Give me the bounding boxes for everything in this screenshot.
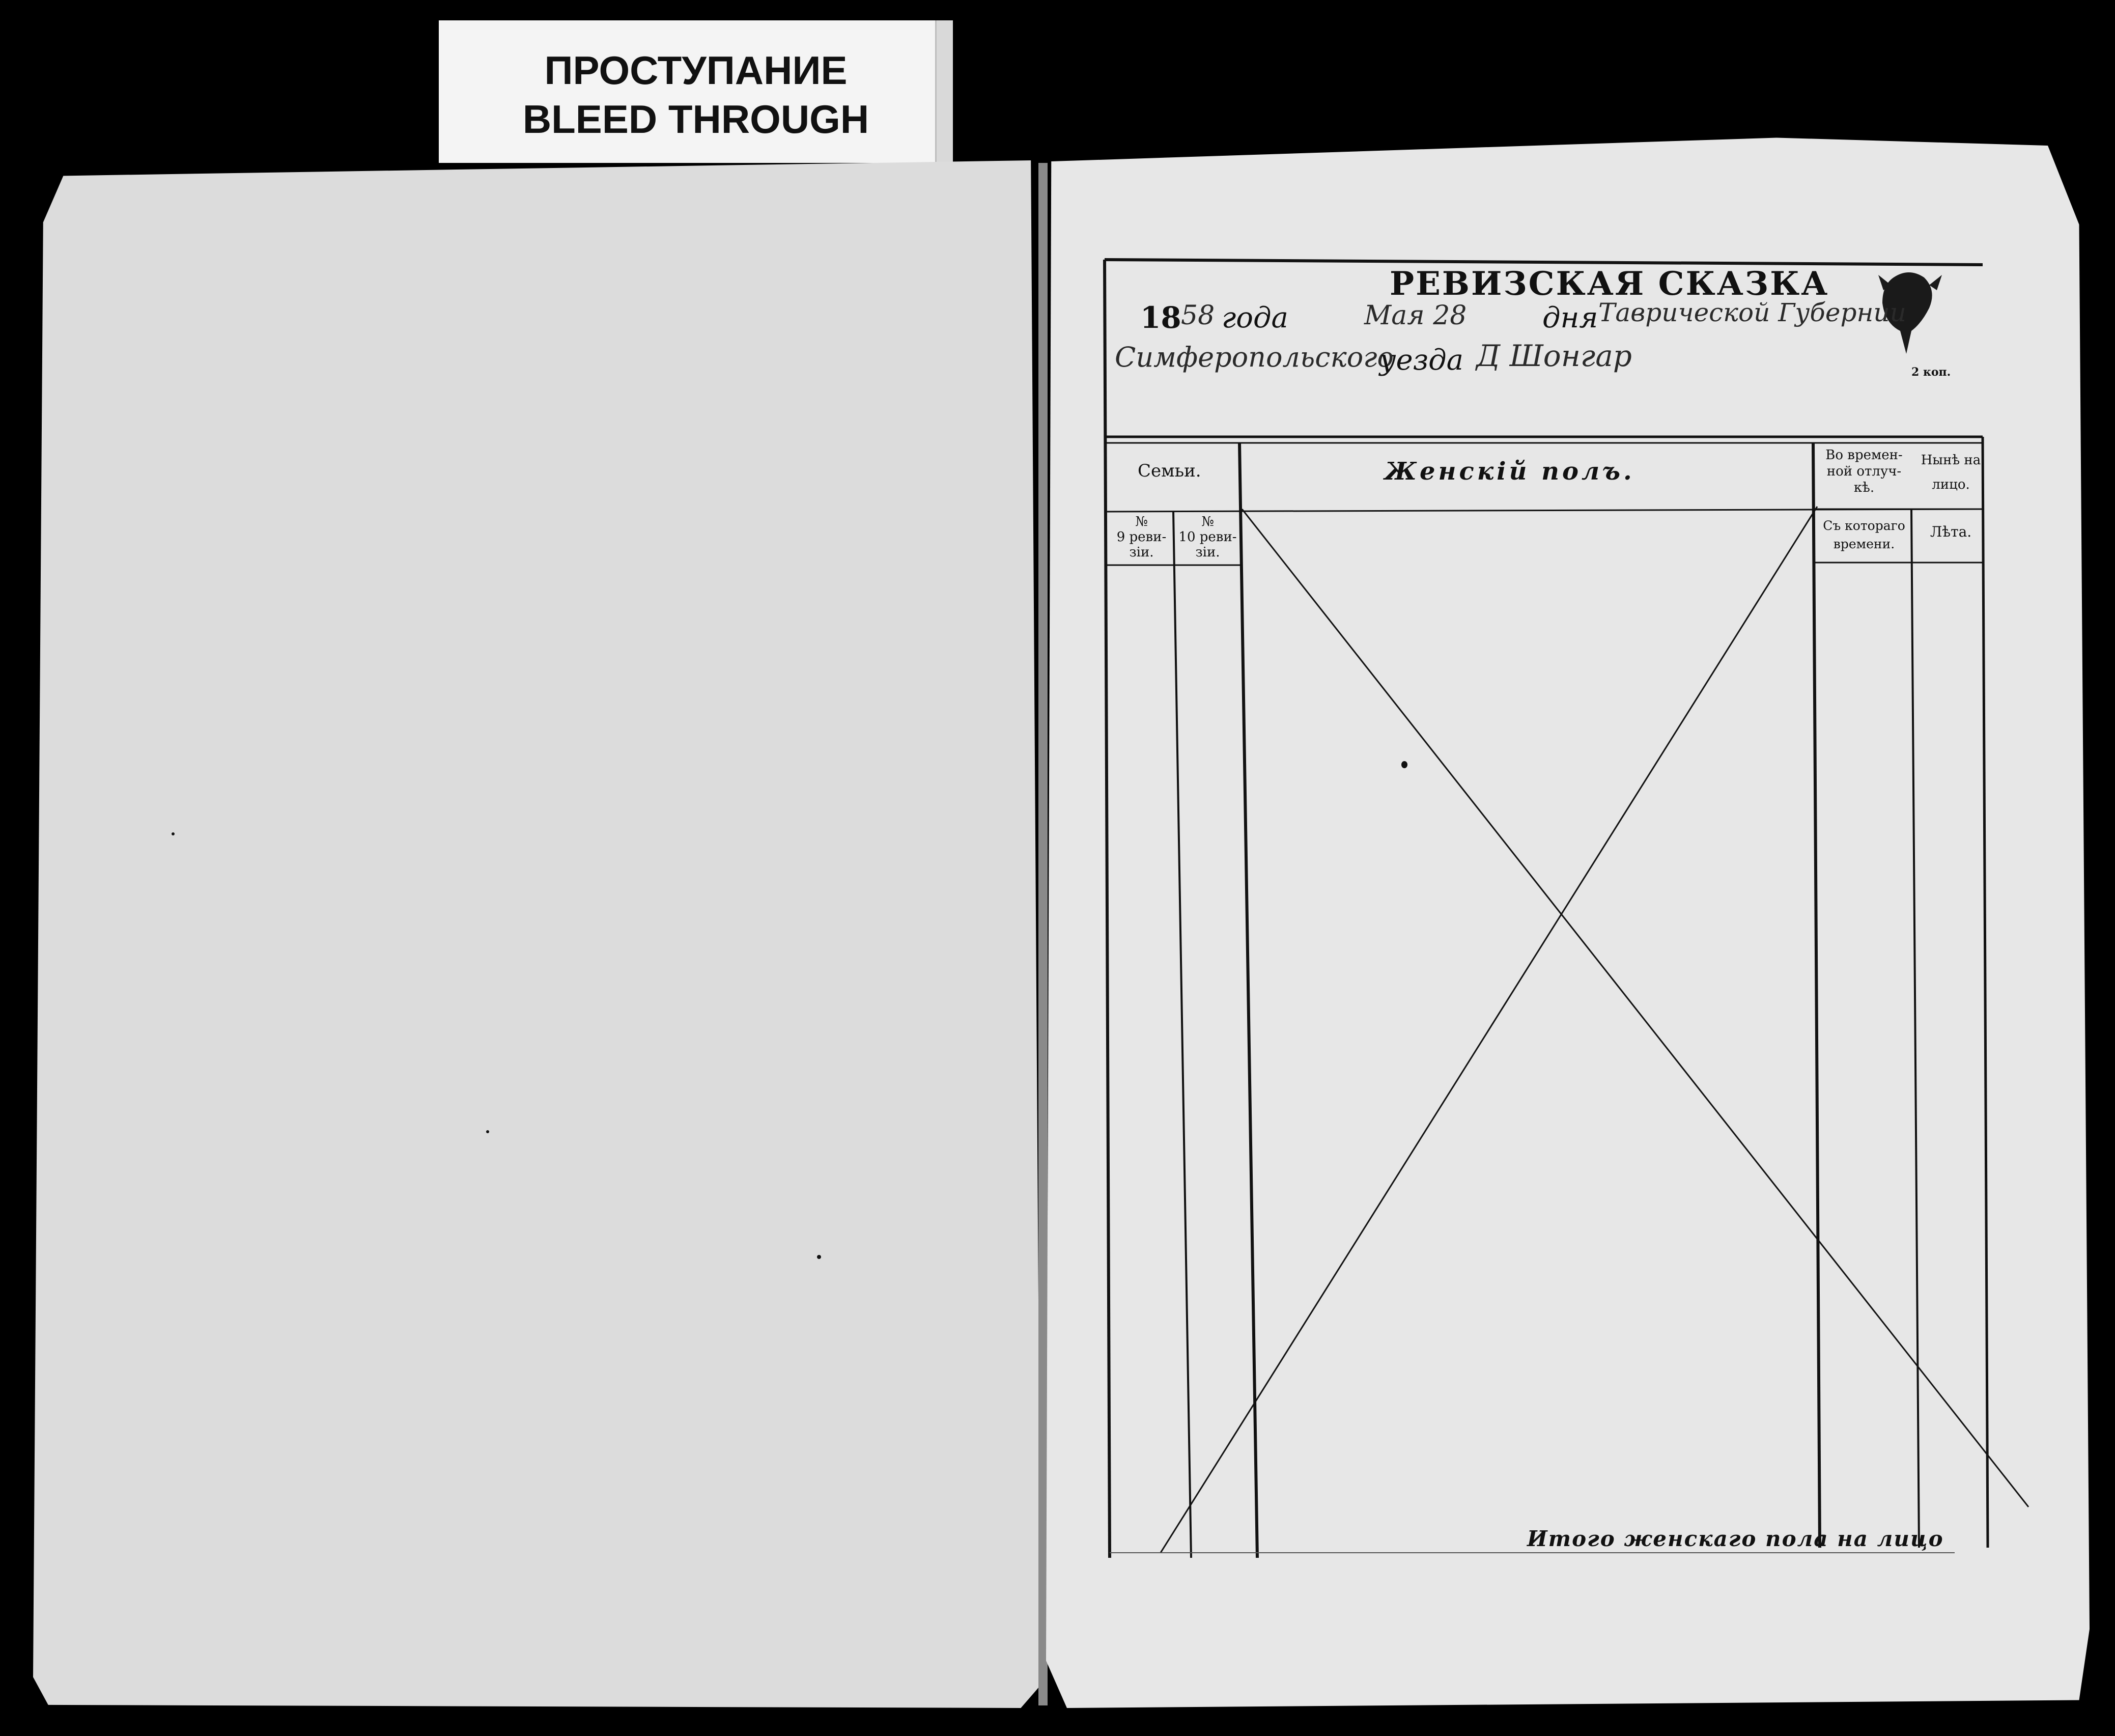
void-cross-line-2 [1161,507,1817,1553]
ink-speck [817,1255,821,1259]
year-printed: 18 [1140,300,1181,335]
form-title: РЕВИЗСКАЯ СКАЗКА [1390,265,1829,303]
col-header-absence: Во времен- ной отлуч- кѣ. [1825,447,1903,495]
col-header-present: Нынѣ на лицо. [1921,453,1981,492]
village-handwritten: Д Шонгар [1476,339,1632,373]
form-top-rule [1105,260,1983,265]
since-years-divider [1911,509,1919,1548]
province-handwritten: Таврической Губернии [1598,298,1906,327]
absence-col-rule [1813,443,1820,1548]
year-handwritten: 58 [1181,300,1215,331]
footer-total-label: Итого женскаго пола на лицо [1527,1526,1944,1551]
stamp-value: 2 коп. [1911,366,1951,379]
form-right-rule [1983,437,1988,1548]
form-left-rule [1105,260,1110,1558]
sub-header-rev10: № 10 реви- зіи. [1178,514,1237,560]
col-header-female: Женскій полъ. [1385,457,1635,486]
uezd-word: уезда [1379,344,1464,377]
ink-speck [486,1130,489,1133]
district-handwritten: Симферопольского [1115,341,1394,373]
void-cross-line-1 [1242,509,2028,1507]
year-suffix: года [1222,301,1288,334]
ink-speck [1401,761,1407,768]
female-col-left-rule [1239,443,1257,1558]
bleed-through-label-ru: ПРОСТУПАНИЕ [544,48,848,93]
sub-header-rev9: № 9 реви- зіи. [1116,514,1167,560]
ink-speck [172,832,175,835]
rev-divider-rule [1173,512,1191,1558]
day-word: дня [1542,301,1598,334]
col-header-families: Семьи. [1138,461,1201,481]
bleed-through-label-en: BLEED THROUGH [522,97,869,142]
month-day-handwritten: Мая 28 [1364,300,1467,331]
sub-header-since: Съ котораго времени. [1823,518,1905,551]
sub-header-years: Лѣта. [1930,523,1972,540]
